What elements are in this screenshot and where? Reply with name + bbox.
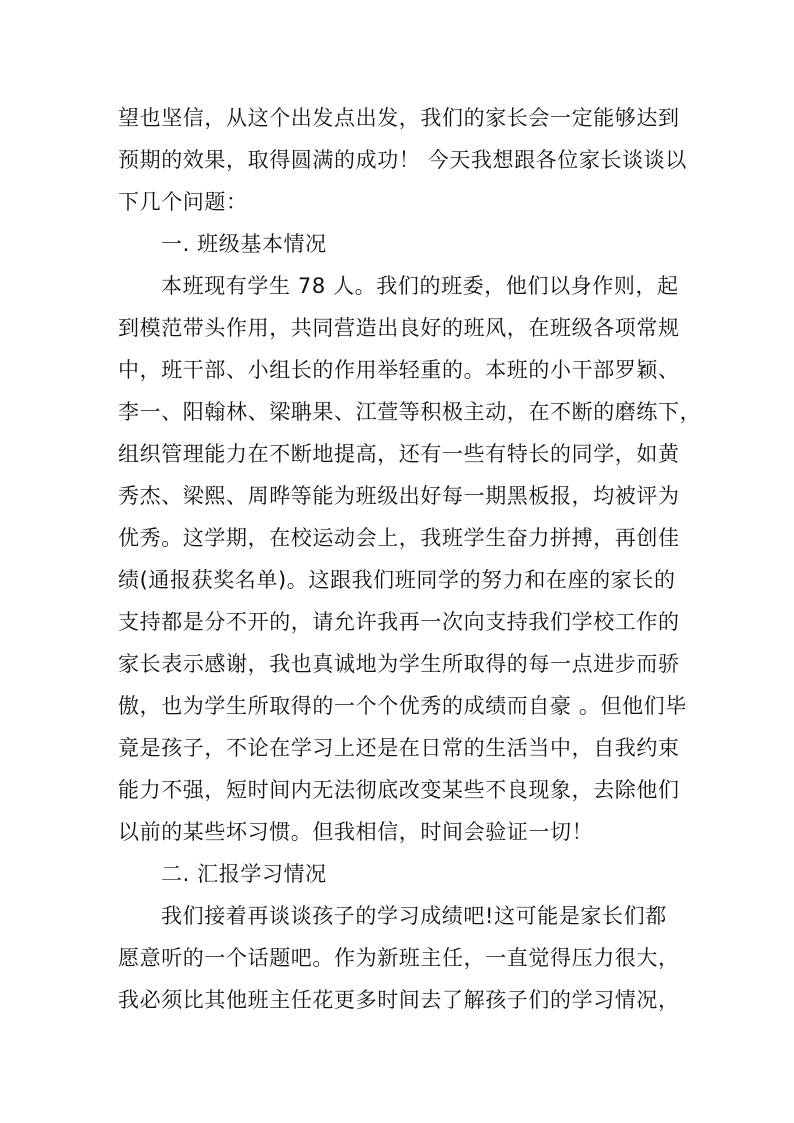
section-heading: 一. 班级基本情况 [161,232,327,256]
text-line: 我必须比其他班主任花更多时间去了解孩子们的学习情况， [118,988,680,1012]
text-line: 支持都是分不开的，请允许我再一次向支持我们学校工作的 [118,610,680,634]
text-line: 李一、阳翰林、梁聃果、江萱等积极主动，在不断的磨练下， [118,400,702,424]
text-line: 优秀。这学期，在校运动会上，我班学生奋力拼搏，再创佳 [118,526,680,550]
text-line: 绩(通报获奖名单)。这跟我们班同学的努力和在座的家长的 [118,568,676,592]
text-line: 望也坚信，从这个出发点出发，我们的家长会一定能够达到 [118,106,680,130]
section-heading: 二. 汇报学习情况 [161,862,327,886]
text-line: 组织管理能力在不断地提高，还有一些有特长的同学，如黄 [118,442,680,466]
text-line: 中，班干部、小组长的作用举轻重的。本班的小干部罗颖、 [118,358,680,382]
text-line: 到模范带头作用，共同营造出良好的班风，在班级各项常规 [118,316,680,340]
text-line: 傲，也为学生所取得的一个个优秀的成绩而自豪 。但他们毕 [118,694,687,718]
text-line: 下几个问题： [118,190,248,214]
text-line: 本班现有学生 78 人。我们的班委，他们以身作则，起 [161,274,679,298]
text-line: 秀杰、梁熙、周晔等能为班级出好每一期黑板报，均被评为 [118,484,680,508]
text-line: 家长表示感谢，我也真诚地为学生所取得的每一点进步而骄 [118,652,680,676]
text-line: 以前的某些坏习惯。但我相信，时间会验证一切！ [118,820,594,844]
text-line: 竟是孩子，不论在学习上还是在日常的生活当中，自我约束 [118,736,680,760]
text-line: 能力不强，短时间内无法彻底改变某些不良现象，去除他们 [118,778,680,802]
text-line: 预期的效果，取得圆满的成功！ 今天我想跟各位家长谈谈以 [118,148,687,172]
text-line: 愿意听的一个话题吧。作为新班主任，一直觉得压力很大， [118,946,680,970]
text-line: 我们接着再谈谈孩子的学习成绩吧!这可能是家长们都 [161,904,667,928]
